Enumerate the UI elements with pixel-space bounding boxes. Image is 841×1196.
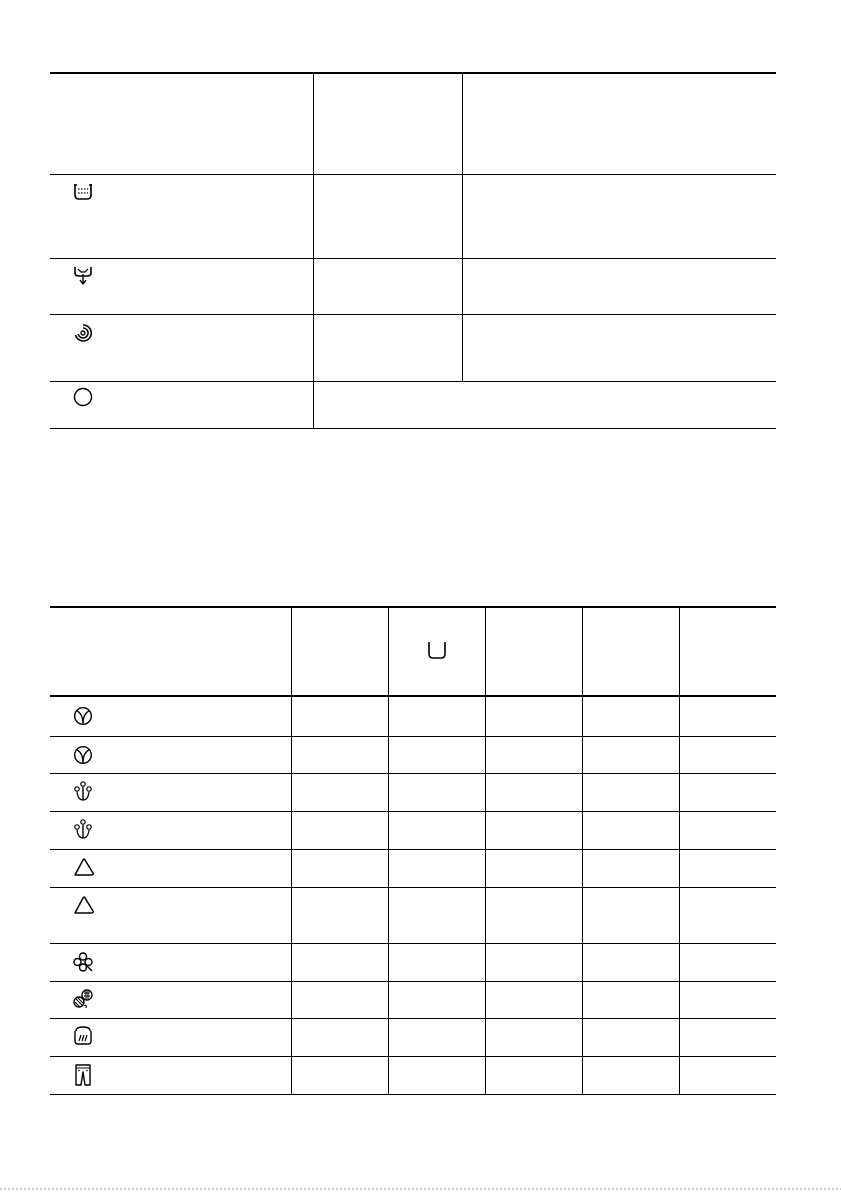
table-rule xyxy=(50,381,776,382)
drain-icon xyxy=(73,266,93,286)
table-rule xyxy=(50,849,776,850)
table-rule xyxy=(50,811,776,812)
table-rule xyxy=(50,736,776,737)
table-column-divider xyxy=(313,72,314,429)
off-circle-icon xyxy=(73,387,93,407)
jeans-icon xyxy=(74,1064,92,1086)
cotton-flower-icon xyxy=(73,819,93,841)
table-column-divider xyxy=(485,606,486,1095)
wool-ball-icon xyxy=(73,989,93,1009)
table-rule xyxy=(50,606,776,608)
eco-leaf-icon xyxy=(73,706,93,726)
spin-icon xyxy=(73,323,93,343)
rain-wash-icon xyxy=(73,1026,93,1046)
table-column-divider xyxy=(462,72,463,382)
table-column-divider xyxy=(582,606,583,1095)
table-rule xyxy=(50,695,776,697)
cotton-flower-icon xyxy=(73,781,93,803)
page-bottom-edge xyxy=(0,1163,841,1191)
synthetics-triangle-icon xyxy=(73,895,95,915)
table-rule xyxy=(50,1018,776,1019)
table-rule xyxy=(50,981,776,982)
basin-icon xyxy=(427,641,447,660)
synthetics-triangle-icon xyxy=(73,857,95,877)
table-rule xyxy=(50,1056,776,1057)
table-rule xyxy=(50,428,776,429)
table-column-divider xyxy=(679,606,680,1095)
table-rule xyxy=(50,887,776,888)
table-rule xyxy=(50,773,776,774)
delicates-flower-icon xyxy=(73,952,93,972)
eco-leaf-icon xyxy=(73,745,93,765)
table-rule xyxy=(50,72,776,74)
table-column-divider xyxy=(388,606,389,1095)
table-rule xyxy=(50,943,776,944)
table-rule xyxy=(50,1094,776,1095)
table-rule xyxy=(50,174,776,175)
rinse-hold-icon xyxy=(73,183,93,201)
table-rule xyxy=(50,258,776,259)
table-column-divider xyxy=(291,606,292,1095)
table-rule xyxy=(50,314,776,315)
